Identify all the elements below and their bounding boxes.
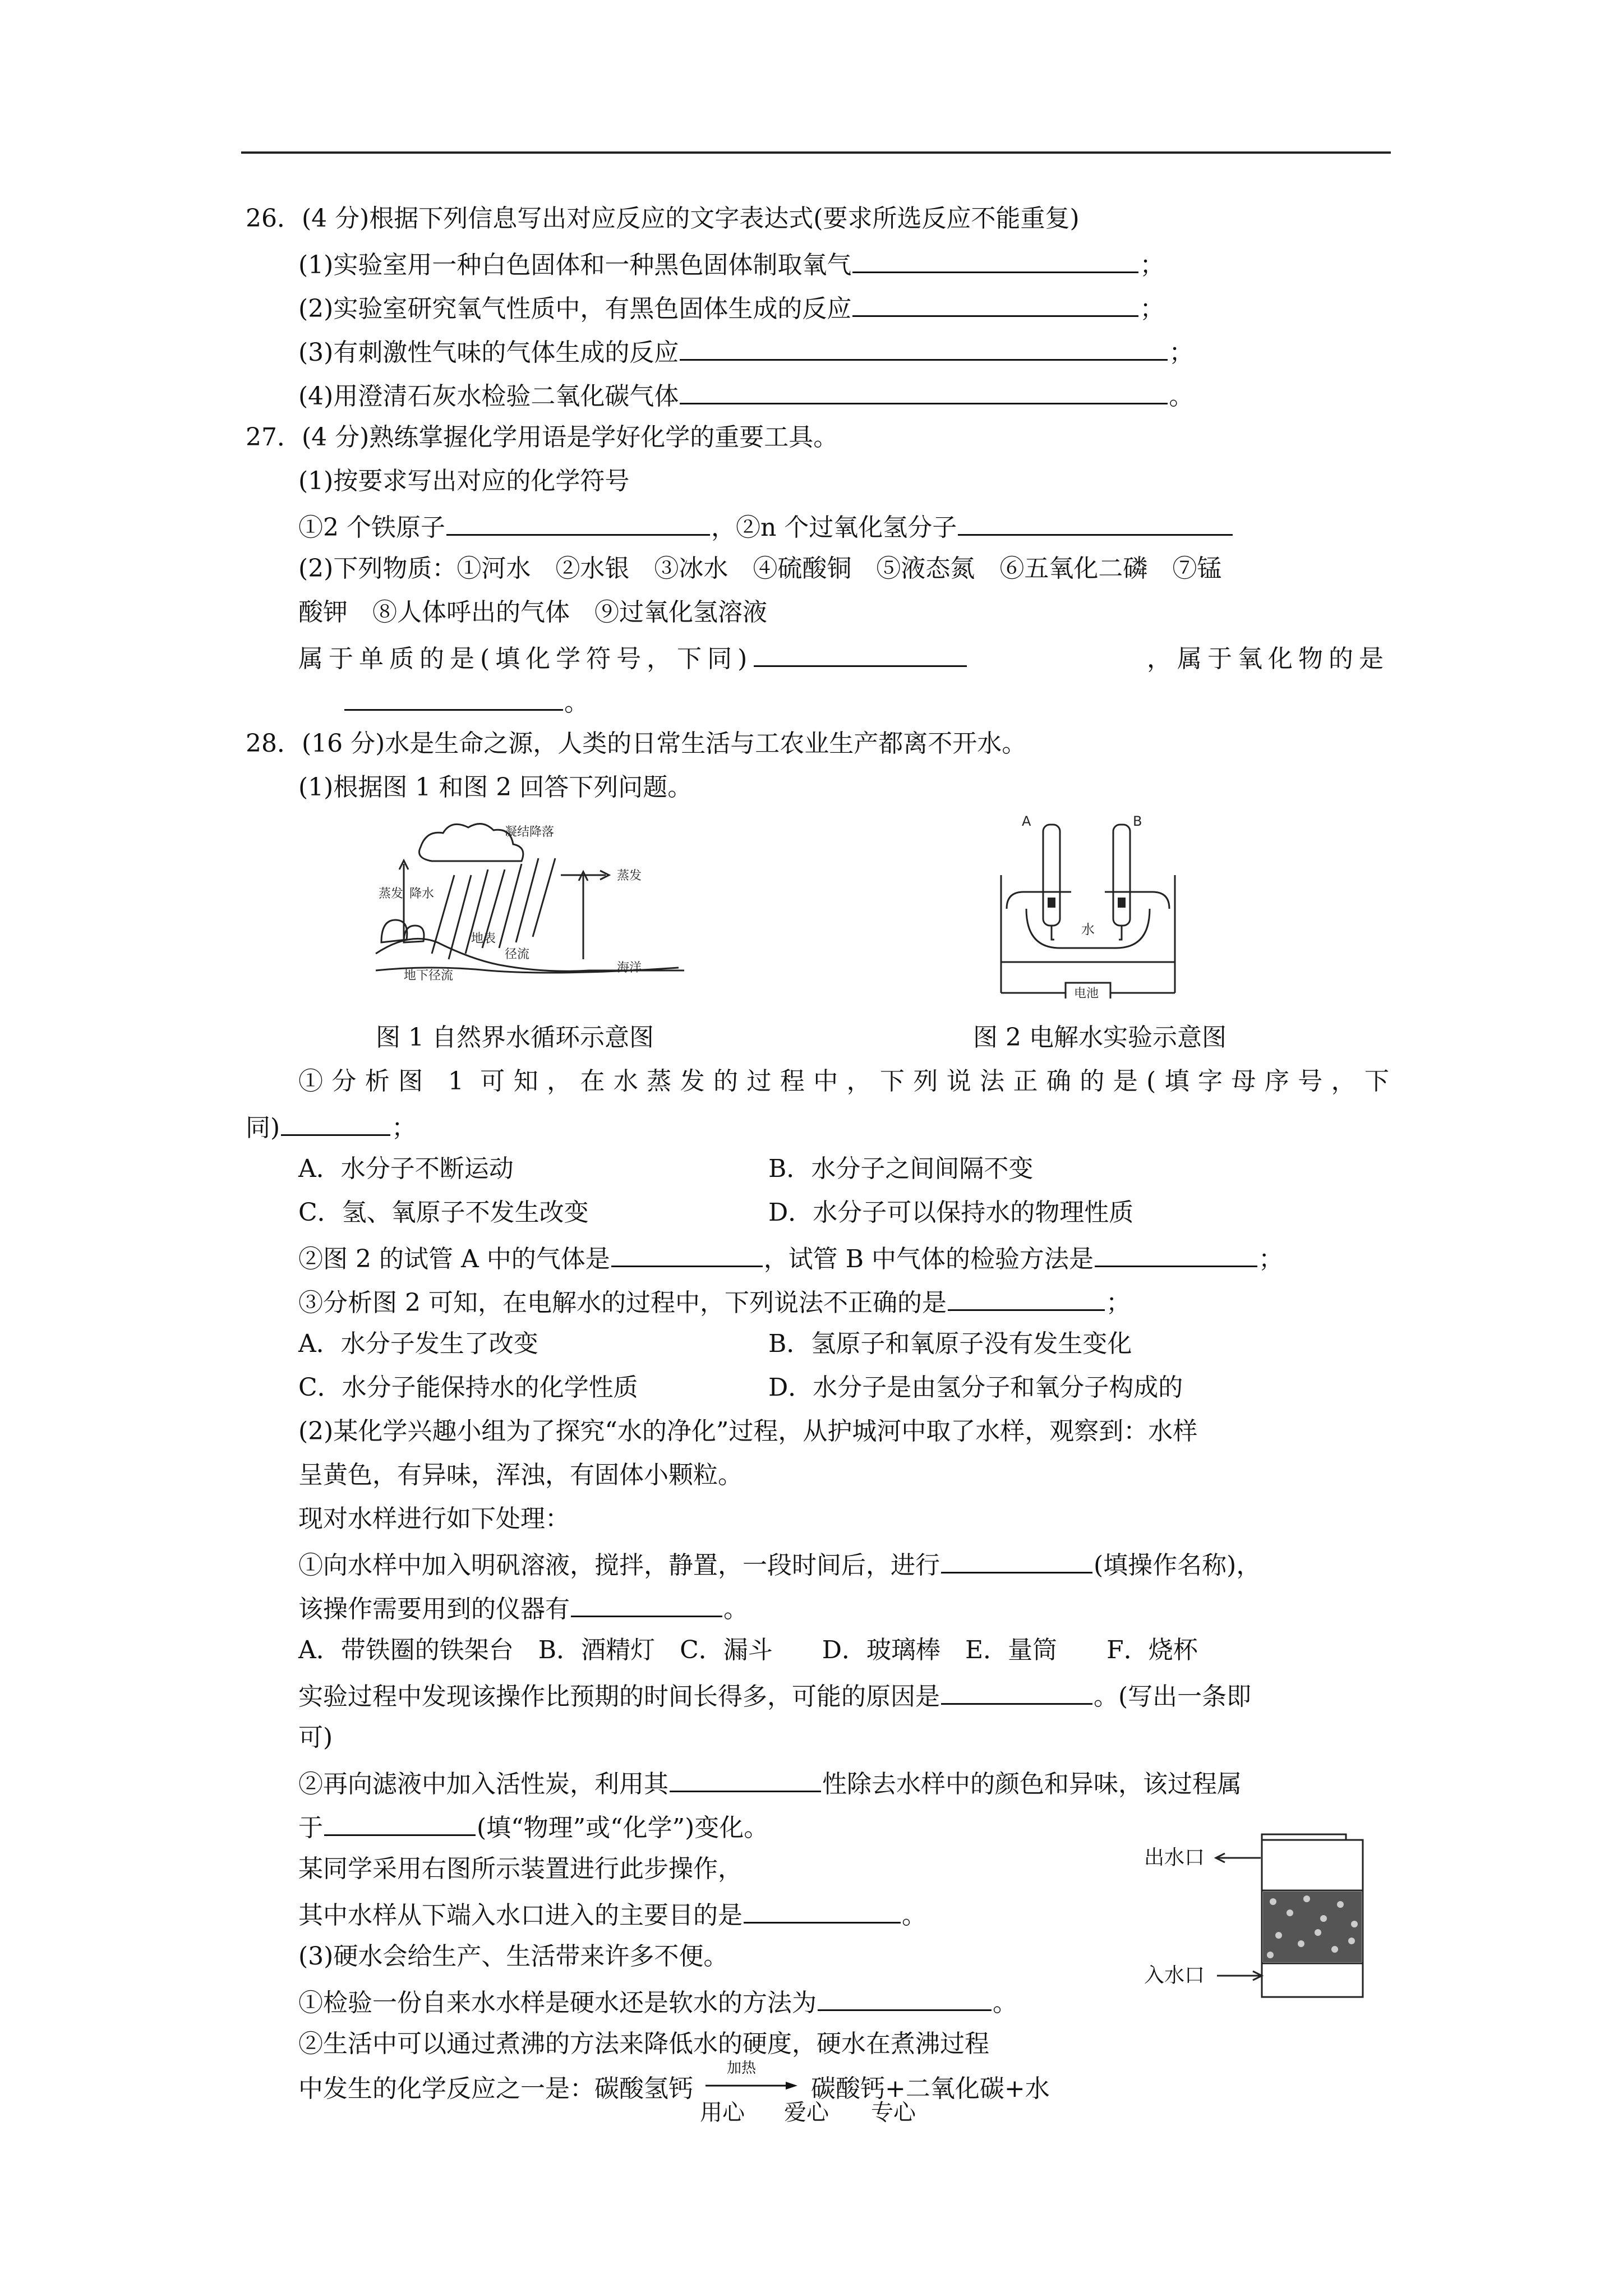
q28-part2-a-line2: 该操作需要用到的仪器有 。 <box>298 1591 748 1625</box>
answer-blank[interactable] <box>958 509 1233 536</box>
electrolysis-figure <box>993 808 1183 999</box>
answer-blank[interactable] <box>948 1285 1105 1311</box>
footer-text-1: 用心 <box>700 2100 745 2125</box>
q28-part2-options: A．带铁圈的铁架台 B．酒精灯 C．漏斗 D．玻璃棒 E．量筒 F．烧杯 <box>298 1636 1198 1664</box>
answer-blank[interactable] <box>1095 1241 1257 1267</box>
q26-item-2: (2)实验室研究氧气性质中，有黑色固体生成的反应 ； <box>298 291 1164 325</box>
svg-text:地下径流: 地下径流 <box>404 969 454 982</box>
q26-item-3: (3)有刺激性气味的气体生成的反应 ； <box>298 334 1193 369</box>
q28-sub3-opt-c: C．水分子能保持水的化学性质 <box>298 1373 638 1402</box>
q27-part2-line3: 属于单质的是(填化学符号，下同) ，属于氧化物的是 <box>298 641 1389 675</box>
q28-sub2-line: ②图 2 的试管 A 中的气体是 ，试管 B 中气体的检验方法是 ； <box>298 1241 1283 1275</box>
q28-sub1-line2: 同) ； <box>246 1110 416 1144</box>
q28-part2-b-line1: ②再向滤液中加入活性炭，利用其 性除去水样中的颜色和异味，该过程属 <box>298 1766 1242 1800</box>
svg-text:径流: 径流 <box>505 947 530 961</box>
answer-blank[interactable] <box>852 291 1138 317</box>
svg-text:凝结降落: 凝结降落 <box>505 825 555 839</box>
q28-sub3-opt-d: D．水分子是由氢分子和氧分子构成的 <box>768 1373 1183 1402</box>
q26-item-4: (4)用澄清石灰水检验二氧化碳气体 。 <box>298 378 1193 412</box>
q28-part2-a-line3: 实验过程中发现该操作比预期的时间长得多，可能的原因是 。(写出一条即 <box>298 1678 1251 1713</box>
svg-text:B: B <box>1133 813 1142 829</box>
answer-blank[interactable] <box>941 1547 1092 1573</box>
q27-part2-line1: (2)下列物质：①河水 ②水银 ③冰水 ④硫酸铜 ⑤液态氮 ⑥五氧化二磷 ⑦锰 <box>298 554 1222 583</box>
q27-stem: 27．(4 分)熟练掌握化学用语是学好化学的重要工具。 <box>246 423 838 452</box>
answer-blank[interactable] <box>852 247 1138 273</box>
footer-text-2: 爱心 <box>784 2100 829 2125</box>
answer-blank[interactable] <box>446 509 710 536</box>
q26-stem: 26．(4 分)根据下列信息写出对应反应的文字表达式(要求所选反应不能重复) <box>246 204 1080 233</box>
q28-part3-b-line1: ②生活中可以通过煮沸的方法来降低水的硬度，硬水在煮沸过程 <box>298 2030 989 2058</box>
q28-sub3-opt-a: A．水分子发生了改变 <box>298 1329 538 1358</box>
q28-part1: (1)根据图 1 和图 2 回答下列问题。 <box>298 773 693 802</box>
svg-text:蒸发: 蒸发 <box>617 869 642 883</box>
answer-blank[interactable] <box>744 1897 901 1924</box>
q28-sub1-opt-b: B．水分子之间间隔不变 <box>768 1154 1034 1183</box>
svg-text:水: 水 <box>1081 922 1095 937</box>
q28-sub1-line1: ①分析图 1 可知，在水蒸发的过程中，下列说法正确的是(填字母序号，下 <box>298 1067 1389 1096</box>
svg-text:A: A <box>1022 813 1031 829</box>
q28-part2-line1: (2)某化学兴趣小组为了探究“水的净化”过程，从护城河中取了水样，观察到：水样 <box>298 1417 1198 1446</box>
q28-part2-b-line2: 于 (填“物理”或“化学”)变化。 <box>298 1810 768 1844</box>
q28-part3-a-line: ①检验一份自来水水样是硬水还是软水的方法为 。 <box>298 1985 1017 2019</box>
q27-part2-line4: 。 <box>343 684 589 719</box>
water-cycle-figure <box>370 813 684 982</box>
q28-part2-line2: 呈黄色，有异味，浑浊，有固体小颗粒。 <box>298 1461 743 1489</box>
q28-sub1-opt-a: A．水分子不断运动 <box>298 1154 514 1183</box>
q28-part2-line3: 现对水样进行如下处理： <box>298 1504 570 1533</box>
answer-blank[interactable] <box>670 1766 821 1792</box>
q28-part2-c-line2: 其中水样从下端入水口进入的主要目的是 。 <box>298 1897 926 1931</box>
answer-blank[interactable] <box>611 1241 763 1267</box>
filter-column-drawing <box>1211 1829 1380 2014</box>
q26-item-1: (1)实验室用一种白色固体和一种黑色固体制取氧气 ； <box>298 247 1164 281</box>
figure-2-caption: 图 2 电解水实验示意图 <box>973 1023 1227 1052</box>
q27-part1-line: ①2 个铁原子 ，②n 个过氧化氢分子 <box>298 509 1234 544</box>
svg-text:地表: 地表 <box>471 932 496 946</box>
svg-text:蒸发: 蒸发 <box>379 887 404 901</box>
answer-blank[interactable] <box>571 1591 722 1617</box>
answer-blank[interactable] <box>680 334 1168 361</box>
answer-blank[interactable] <box>324 1810 476 1836</box>
answer-blank[interactable] <box>818 1985 992 2011</box>
q28-part3-b-line2: 中发生的化学反应之一是：碳酸氢钙 加热 碳酸钙+二氧化碳+水 <box>298 2060 1050 2103</box>
q27-part1: (1)按要求写出对应的化学符号 <box>298 467 630 495</box>
q27-part2-line2: 酸钾 ⑧人体呼出的气体 ⑨过氧化氢溶液 <box>298 598 767 627</box>
figure-1-caption: 图 1 自然界水循环示意图 <box>376 1023 654 1052</box>
answer-blank[interactable] <box>941 1678 1092 1705</box>
svg-text:海洋: 海洋 <box>617 961 642 975</box>
answer-blank[interactable] <box>680 378 1168 404</box>
svg-text:降水: 降水 <box>409 887 435 901</box>
answer-blank[interactable] <box>754 641 967 667</box>
q28-sub1-opt-c: C．氢、氧原子不发生改变 <box>298 1198 589 1227</box>
q28-stem: 28．(16 分)水是生命之源，人类的日常生活与工农业生产都离不开水。 <box>246 729 1027 758</box>
answer-blank[interactable] <box>344 684 563 711</box>
q28-part3-line: (3)硬水会给生产、生活带来许多不便。 <box>298 1942 728 1971</box>
svg-text:电池: 电池 <box>1074 987 1099 999</box>
answer-blank[interactable] <box>281 1110 390 1136</box>
q28-part2-c-line1: 某同学采用右图所示装置进行此步操作， <box>298 1855 743 1883</box>
header-rule <box>241 151 1391 154</box>
q28-sub3-opt-b: B．氢原子和氧原子没有发生变化 <box>768 1329 1132 1358</box>
q28-part2-a-line1: ①向水样中加入明矾溶液，搅拌，静置，一段时间后，进行 (填操作名称)， <box>298 1547 1261 1581</box>
carbon-filter-figure: 出水口 入水口 <box>1144 1829 1380 2014</box>
q28-part2-a-line4: 可) <box>298 1723 333 1752</box>
footer-text-3: 专心 <box>871 2100 916 2125</box>
q28-sub3-line: ③分析图 2 可知，在电解水的过程中，下列说法不正确的是 ； <box>298 1285 1131 1319</box>
q28-sub1-opt-d: D．水分子可以保持水的物理性质 <box>768 1198 1134 1227</box>
arrow-icon <box>704 2080 800 2091</box>
heating-arrow: 加热 <box>704 2072 800 2097</box>
